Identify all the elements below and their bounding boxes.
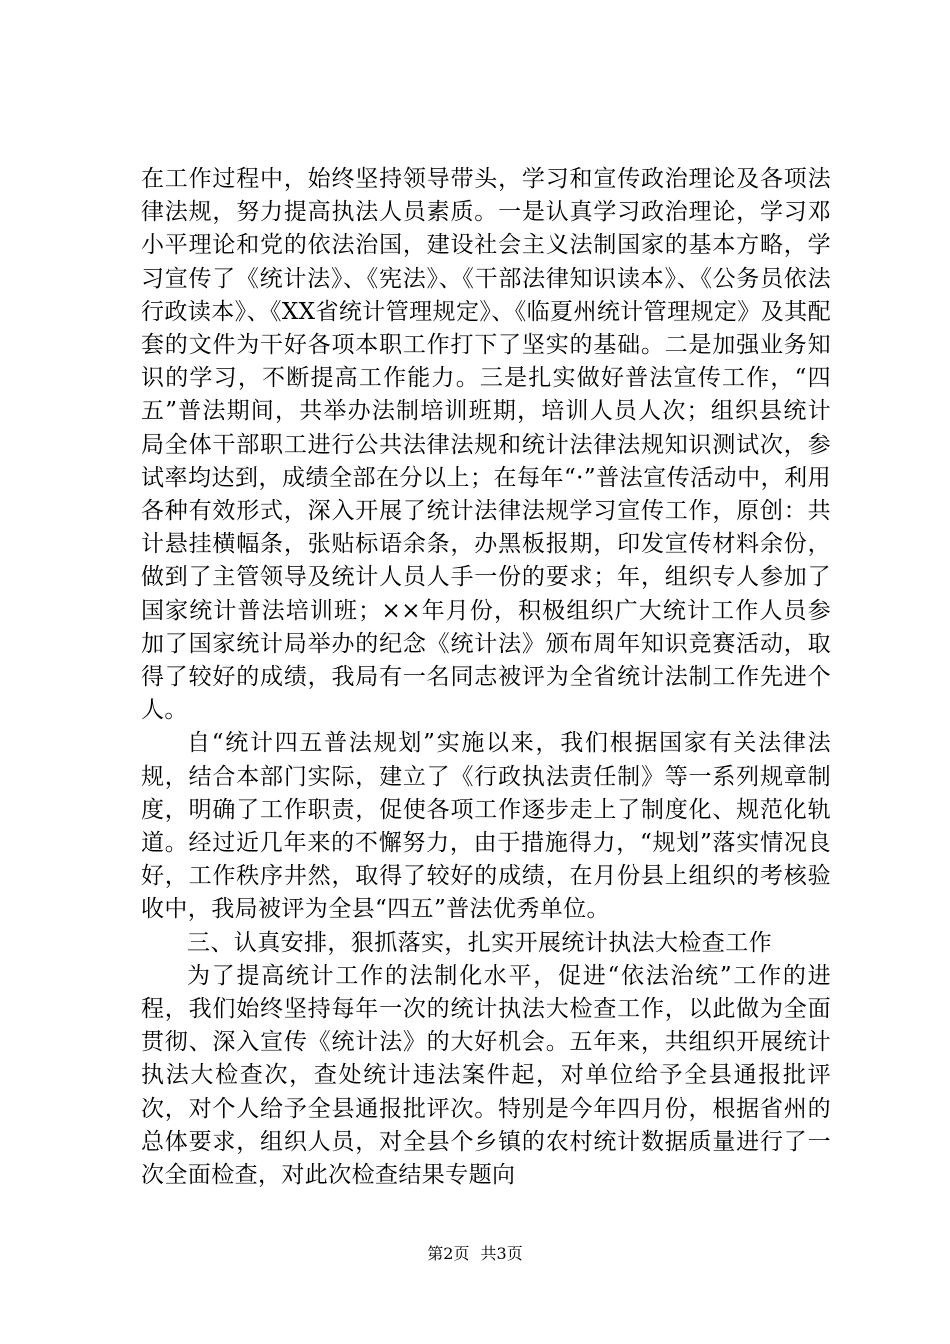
section-heading-3: 三、认真安排，狠抓落实，扎实开展统计执法大检查工作: [187, 929, 772, 956]
paragraph-3: 为了提高统计工作的法制化水平，促进“依法治统”工作的进程，我们始终坚持每年一次的统计执法大检查工作，以此做为全面贯彻、深入宣传《统计法》的大好机会。五年来，共组织开展统计执法大检查次，查处统计违法案件起，对单位给予全县通报批评次，对个人给予全县通报批评次。特别是今年四月份，根据省州的总体要求，组织人员，对全县个乡镇的农村统计数据质量进行了一次全面检查，对此次检查结果专题向: [141, 962, 831, 1189]
paragraph-2: 自“统计四五普法规划”实施以来，我们根据国家有关法律法规，结合本部门实际，建立了《行政执法责任制》等一系列规章制度，明确了工作职责，促使各项工作逐步走上了制度化、规范化轨道。经过近几年来的不懈努力，由于措施得力，“规划”落实情况良好，工作秩序井然，取得了较好的成绩，在月份县上组织的考核验收中，我局被评为全县“四五”普法优秀单位。: [141, 730, 831, 923]
page-footer: [0, 1244, 950, 1264]
page-number: 第2页: [427, 1244, 470, 1263]
page-total: 共3页: [480, 1244, 523, 1263]
paragraph-1: 在工作过程中，始终坚持领导带头，学习和宣传政治理论及各项法律法规，努力提高执法人员素质。一是认真学习政治理论，学习邓小平理论和党的依法治国，建设社会主义法制国家的基本方略，学习宣传了《统计法》、《宪法》、《干部法律知识读本》、《公务员依法行政读本》、《XX省统计管理规定》、《临夏州统计管理规定》及其配套的文件为干好各项本职工作打下了坚实的基础。二是加强业务知识的学习，不断提高工作能力。三是扎实做好普法宣传工作，“四五”普法期间，共举办法制培训班期，培训人员人次；组织县统计局全体干部职工进行公共法律法规和统计法律法规知识测试次，参试率均达到，成绩全部在分以上；在每年“·”普法宣传活动中，利用各种有效形式，深入开展了统计法律法规学习宣传工作，原创：共计悬挂横幅条，张贴标语余条，办黑板报期，印发宣传材料余份，做到了主管领导及统计人员人手一份的要求；年，组织专人参加了国家统计普法培训班；××年月份，积极组织广大统计工作人员参加了国家统计局举办的纪念《统计法》颁布周年知识竞赛活动，取得了较好的成绩，我局有一名同志被评为全省统计法制工作先进个人。: [141, 166, 831, 724]
document-body: [141, 163, 831, 1192]
